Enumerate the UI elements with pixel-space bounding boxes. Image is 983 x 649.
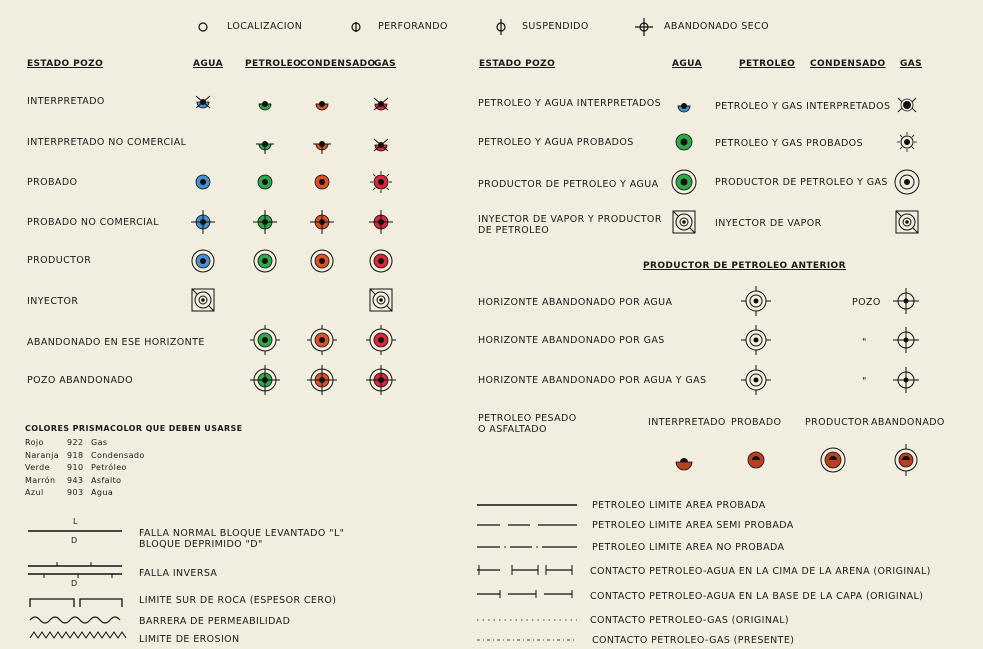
- row-label: INYECTOR: [27, 296, 79, 307]
- pesado-label: PETROLEO PESADO: [478, 413, 577, 424]
- productor-anterior-title: PRODUCTOR DE PETROLEO ANTERIOR: [643, 261, 846, 271]
- row-label: PETROLEO Y AGUA PROBADOS: [478, 137, 634, 148]
- falla-inversa-label: FALLA INVERSA: [139, 568, 218, 579]
- color-use: Petróleo: [91, 463, 127, 472]
- legend-label: ABANDONADO SECO: [664, 21, 769, 32]
- color-code: 918: [67, 450, 84, 460]
- colores-title: COLORES PRISMACOLOR QUE DEBEN USARSE: [25, 424, 243, 433]
- header-petroleo-right: PETROLEO: [739, 59, 796, 69]
- row-label: ABANDONADO EN ESE HORIZONTE: [27, 337, 205, 348]
- erosion-label: LIMITE DE EROSION: [139, 634, 240, 645]
- linea-label: PETROLEO LIMITE AREA SEMI PROBADA: [592, 520, 794, 531]
- ditto-mark: ": [862, 376, 867, 387]
- color-name: Verde: [25, 463, 50, 472]
- legend-label: PERFORANDO: [378, 21, 448, 32]
- pesado-col: INTERPRETADO: [648, 417, 726, 428]
- fault-letter: D: [71, 579, 78, 588]
- header-agua-right: AGUA: [672, 59, 702, 69]
- color-use: Condensado: [91, 450, 145, 460]
- fault-letter: L: [73, 517, 78, 526]
- color-name: Rojo: [25, 438, 44, 447]
- ditto-mark: ": [862, 337, 867, 348]
- row-label: DE PETROLEO: [478, 225, 550, 236]
- legend-label: LOCALIZACION: [227, 21, 303, 32]
- row-label: INTERPRETADO NO COMERCIAL: [27, 137, 187, 148]
- color-use: Agua: [91, 488, 114, 497]
- row-label: HORIZONTE ABANDONADO POR GAS: [478, 335, 665, 346]
- falla-normal-label: FALLA NORMAL BLOQUE LEVANTADO "L": [139, 528, 345, 539]
- falla-normal-label: BLOQUE DEPRIMIDO "D": [139, 539, 263, 550]
- row-label: PRODUCTOR DE PETROLEO Y AGUA: [478, 179, 659, 190]
- row-label: PRODUCTOR: [27, 255, 92, 266]
- row-label: PETROLEO Y AGUA INTERPRETADOS: [478, 98, 662, 109]
- header-agua: AGUA: [193, 59, 223, 69]
- row-label: INYECTOR DE VAPOR Y PRODUCTOR: [478, 214, 662, 225]
- row-label: HORIZONTE ABANDONADO POR AGUA: [478, 297, 673, 308]
- header-condensado-right: CONDENSADO: [810, 59, 886, 69]
- pesado-col: PROBADO: [731, 417, 782, 428]
- header-petroleo: PETROLEO: [245, 59, 302, 69]
- color-code: 910: [67, 463, 84, 472]
- linea-label: CONTACTO PETROLEO-GAS (ORIGINAL): [590, 615, 790, 626]
- row-label: HORIZONTE ABANDONADO POR AGUA Y GAS: [478, 375, 707, 386]
- pozo-label: POZO: [852, 297, 881, 308]
- linea-label: CONTACTO PETROLEO-AGUA EN LA CIMA DE LA ARENA (ORIGINAL): [590, 566, 931, 577]
- color-use: Gas: [91, 438, 108, 447]
- color-name: Naranja: [25, 450, 60, 460]
- linea-label: CONTACTO PETROLEO-AGUA EN LA BASE DE LA CAPA (ORIGINAL): [590, 591, 924, 602]
- color-name: Azul: [25, 488, 44, 497]
- legend-label: SUSPENDIDO: [522, 21, 589, 32]
- header-gas-right: GAS: [900, 59, 923, 69]
- pesado-col: ABANDONADO: [871, 417, 945, 428]
- limite-roca-label: LIMITE SUR DE ROCA (ESPESOR CERO): [139, 595, 337, 606]
- header-estado-pozo: ESTADO POZO: [27, 59, 104, 69]
- row-label: PRODUCTOR DE PETROLEO Y GAS: [715, 177, 888, 188]
- color-name: Marrón: [25, 475, 56, 485]
- barrera-label: BARRERA DE PERMEABILIDAD: [139, 616, 291, 627]
- row-label: INTERPRETADO: [27, 96, 105, 107]
- header-estado-pozo-right: ESTADO POZO: [479, 59, 556, 69]
- header-gas: GAS: [374, 59, 397, 69]
- pesado-col: PRODUCTOR: [805, 417, 870, 428]
- row-label: PROBADO: [27, 177, 78, 188]
- color-code: 922: [67, 438, 84, 447]
- row-label: PROBADO NO COMERCIAL: [27, 217, 159, 228]
- row-label: POZO ABANDONADO: [27, 375, 134, 386]
- row-label: INYECTOR DE VAPOR: [715, 218, 822, 229]
- row-label: PETROLEO Y GAS PROBADOS: [715, 138, 863, 149]
- color-use: Asfalto: [91, 475, 122, 485]
- pesado-label: O ASFALTADO: [478, 424, 547, 435]
- fault-letter: D: [71, 536, 78, 545]
- color-code: 943: [67, 475, 84, 485]
- row-label: PETROLEO Y GAS INTERPRETADOS: [715, 101, 891, 112]
- linea-label: PETROLEO LIMITE AREA NO PROBADA: [592, 542, 785, 553]
- header-condensado: CONDENSADO: [300, 59, 376, 69]
- linea-label: PETROLEO LIMITE AREA PROBADA: [592, 500, 766, 511]
- linea-label: CONTACTO PETROLEO-GAS (PRESENTE): [592, 635, 795, 646]
- color-code: 903: [67, 488, 84, 497]
